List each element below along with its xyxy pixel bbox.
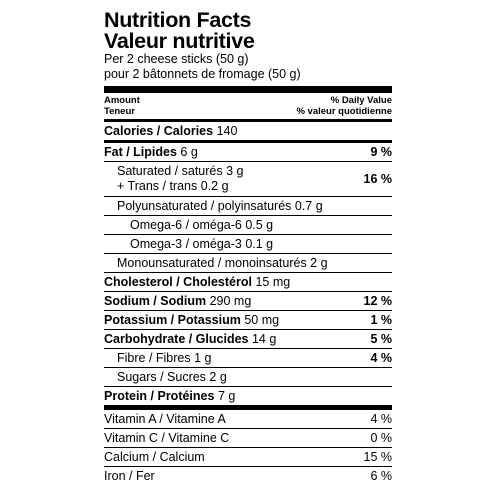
omega3-row: [104, 234, 392, 253]
iron-text: Iron / Fer: [104, 468, 155, 483]
monounsaturated-text: Monounsaturated / monoinsaturés 2 g: [117, 255, 328, 270]
protein-row: [104, 386, 392, 405]
vitamin-c-dv: 0 %: [370, 431, 392, 445]
calcium-row: [104, 447, 392, 466]
sugars-row: [104, 367, 392, 386]
saturated-trans-dv: 16 %: [363, 172, 392, 186]
daily-value-header-en: % Daily Value: [330, 95, 392, 106]
title-fr: Valeur nutritive: [104, 29, 255, 53]
calories-label: Calories / Calories: [104, 123, 214, 138]
nutrition-facts-panel: [104, 10, 392, 485]
amount-header-en: Amount: [104, 95, 140, 106]
carbohydrate-dv: 5 %: [370, 332, 392, 346]
potassium-dv: 1 %: [370, 313, 392, 327]
fibre-row: [104, 348, 392, 367]
omega6-text: Omega-6 / oméga-6 0.5 g: [130, 217, 274, 232]
fibre-dv: 4 %: [370, 351, 392, 365]
fibre-text: Fibre / Fibres 1 g: [117, 350, 212, 365]
polyunsaturated-row: [104, 196, 392, 215]
calories-value: 140: [216, 123, 238, 138]
serving-size-en: Per 2 cheese sticks (50 g): [104, 52, 249, 66]
cholesterol-row: [104, 272, 392, 291]
vitamin-a-dv: 4 %: [370, 412, 392, 426]
fat-dv: 9 %: [370, 145, 392, 159]
fat-value: 6 g: [180, 144, 198, 159]
sugars-text: Sugars / Sucres 2 g: [117, 369, 227, 384]
iron-dv: 6 %: [370, 469, 392, 483]
potassium-row: [104, 310, 392, 329]
monounsaturated-row: [104, 253, 392, 272]
saturated-trans-row: [104, 161, 392, 196]
cholesterol-label: Cholesterol / Cholestérol: [104, 274, 252, 289]
omega3-text: Omega-3 / oméga-3 0.1 g: [130, 236, 274, 251]
sodium-value: 290 mg: [209, 293, 252, 308]
vitamin-c-text: Vitamin C / Vitamine C: [104, 430, 230, 445]
amount-header-fr: Teneur: [104, 105, 135, 117]
protein-label: Protein / Protéines: [104, 388, 215, 403]
potassium-label: Potassium / Potassium: [104, 312, 241, 327]
serving-size-fr: pour 2 bâtonnets de fromage (50 g): [104, 67, 301, 81]
carbohydrate-value: 14 g: [251, 331, 277, 346]
cholesterol-value: 15 mg: [255, 274, 291, 289]
calories-row: [104, 122, 392, 140]
iron-row: [104, 466, 392, 485]
thick-divider: [104, 86, 392, 93]
trans-text: + Trans / trans 0.2 g: [117, 179, 229, 193]
calcium-text: Calcium / Calcium: [104, 449, 205, 464]
protein-value: 7 g: [217, 388, 236, 403]
carbohydrate-label: Carbohydrate / Glucides: [104, 331, 249, 346]
daily-value-header-fr: % valeur quotidienne: [296, 105, 392, 117]
vitamin-c-row: [104, 428, 392, 447]
sodium-label: Sodium / Sodium: [104, 293, 207, 308]
potassium-value: 50 mg: [244, 312, 280, 327]
fat-label: Fat / Lipides: [104, 144, 177, 159]
fat-row: [104, 140, 392, 161]
sodium-row: [104, 291, 392, 310]
carbohydrate-row: [104, 329, 392, 348]
calcium-dv: 15 %: [363, 450, 392, 464]
vitamin-a-row: [104, 405, 392, 428]
vitamin-a-text: Vitamin A / Vitamine A: [104, 411, 226, 426]
saturated-text: Saturated / saturés 3 g: [117, 164, 244, 178]
sodium-dv: 12 %: [363, 294, 392, 308]
omega6-row: [104, 215, 392, 234]
title-en: Nutrition Facts: [104, 8, 252, 32]
column-header: [104, 93, 392, 119]
polyunsaturated-text: Polyunsaturated / polyinsaturés 0.7 g: [117, 198, 323, 213]
